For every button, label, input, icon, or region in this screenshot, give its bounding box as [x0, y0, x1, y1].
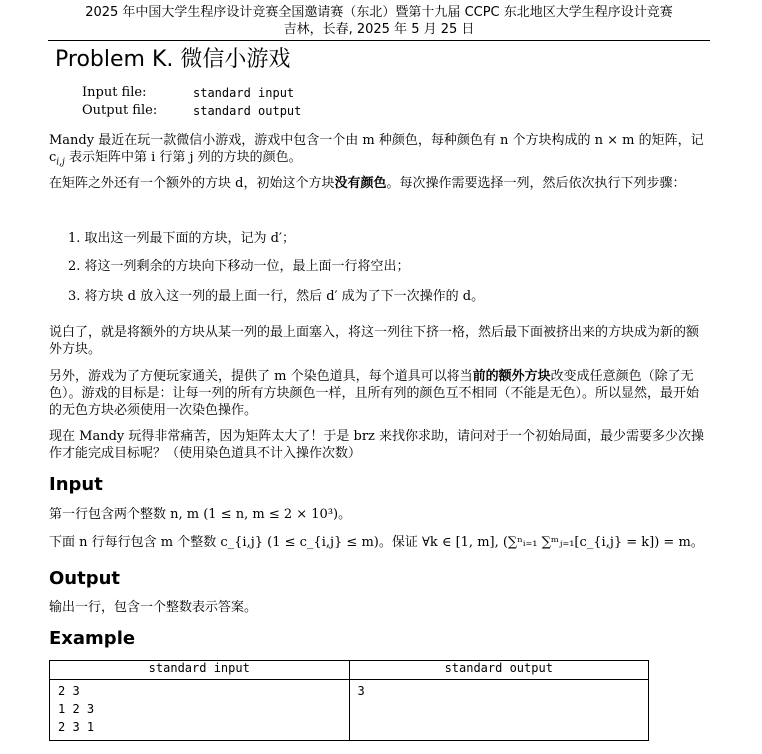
- output-file-label: Output file:: [82, 103, 158, 118]
- example-data-row: [50, 680, 649, 741]
- p2-pre: 在矩阵之外还有一个额外的方块 d，初始这个方块: [49, 176, 335, 191]
- input-file-value: standard input: [193, 86, 295, 100]
- input-line-1: 第一行包含两个整数 n, m (1 ≤ n, m ≤ 2 × 10³)。: [49, 507, 352, 522]
- example-output-line: 3: [357, 684, 365, 698]
- output-line: 输出一行，包含一个整数表示答案。: [49, 600, 258, 615]
- step-1: 1. 取出这一列最下面的方块，记为 d′；: [68, 231, 295, 246]
- p4-bold: 前的额外方块: [472, 369, 551, 384]
- statement-paragraph-1: [49, 132, 711, 172]
- p4-pre: 另外，游戏为了方便玩家通关，提供了 m 个染色道具，每个道具可以将当: [49, 369, 473, 384]
- step-2: 2. 将这一列剩余的方块向下移动一位，最上面一行将空出；: [68, 259, 410, 274]
- example-header-row: [50, 661, 649, 680]
- p2-post: 。每次操作需要选择一列，然后依次执行下列步骤：: [386, 176, 686, 191]
- contest-header: [48, 4, 710, 38]
- contest-title-line: 2025 年中国大学生程序设计竞赛全国邀请赛（东北）暨第十九届 CCPC 东北地区大学生程序设计竞赛: [85, 5, 673, 20]
- input-heading: Input: [49, 474, 103, 495]
- example-col-input: standard input: [50, 661, 350, 680]
- statement-paragraph-4: [49, 368, 711, 419]
- io-files: [82, 84, 301, 120]
- example-col-output: standard output: [349, 661, 649, 680]
- problem-title: Problem K. 微信小游戏: [55, 47, 291, 72]
- p1-tail: 表示矩阵中第 i 行第 j 列的方块的颜色。: [64, 150, 302, 165]
- example-input-line: 2 3: [58, 684, 80, 698]
- step-3: 3. 将方块 d 放入这一列的最上面一行，然后 d′ 成为了下一次操作的 d。: [68, 289, 485, 304]
- input-line-2: 下面 n 行每行包含 m 个整数 c_{i,j} (1 ≤ c_{i,j} ≤ m)。保证 ∀k ∈ [1, m], (∑ⁿᵢ₌₁ ∑ᵐⱼ₌₁[c_{i,j} = k]) = m。: [49, 535, 704, 550]
- example-input-line: 1 2 3: [58, 702, 95, 716]
- statement-paragraph-2: [49, 175, 711, 192]
- p2-bold: 没有颜色: [334, 176, 387, 191]
- output-file-row: [82, 102, 301, 120]
- header-divider: [48, 40, 710, 41]
- example-table: [49, 660, 649, 741]
- statement-paragraph-5: 现在 Mandy 玩得非常痛苦，因为矩阵太大了！于是 brz 来找你求助，请问对于一个初始局面，最少需要多少次操作才能完成目标呢？（使用染色道具不计入操作次数）: [49, 429, 705, 461]
- p4-post: 改变成任意颜色（除了无色）。游戏的目标是：让每一列的所有方块颜色一样，且所有列的颜色互不相同（不能是无色）。所以显然，最开始的无色方块必须使用一次染色操作。: [49, 369, 700, 418]
- example-output-cell: [349, 680, 649, 741]
- input-file-label: Input file:: [82, 85, 147, 100]
- example-input-line: 2 3 1: [58, 720, 95, 734]
- example-heading: Example: [49, 628, 136, 649]
- example-input-cell: [50, 680, 350, 741]
- input-file-row: [82, 84, 301, 102]
- statement-paragraph-3: 说白了，就是将额外的方块从某一列的最上面塞入，将这一列往下挤一格，然后最下面被挤出来的方块成为新的额外方块。: [49, 325, 700, 357]
- p1-text: Mandy 最近在玩一款微信小游戏，游戏中包含一个由 m 种颜色，每种颜色有 n 个方块构成的 n × m 的矩阵，记 c: [49, 133, 704, 165]
- output-heading: Output: [49, 568, 121, 589]
- contest-date-line: 吉林，长春, 2025 年 5 月 25 日: [283, 22, 475, 37]
- p1-subscript: i,j: [56, 157, 65, 168]
- output-file-value: standard output: [193, 104, 302, 118]
